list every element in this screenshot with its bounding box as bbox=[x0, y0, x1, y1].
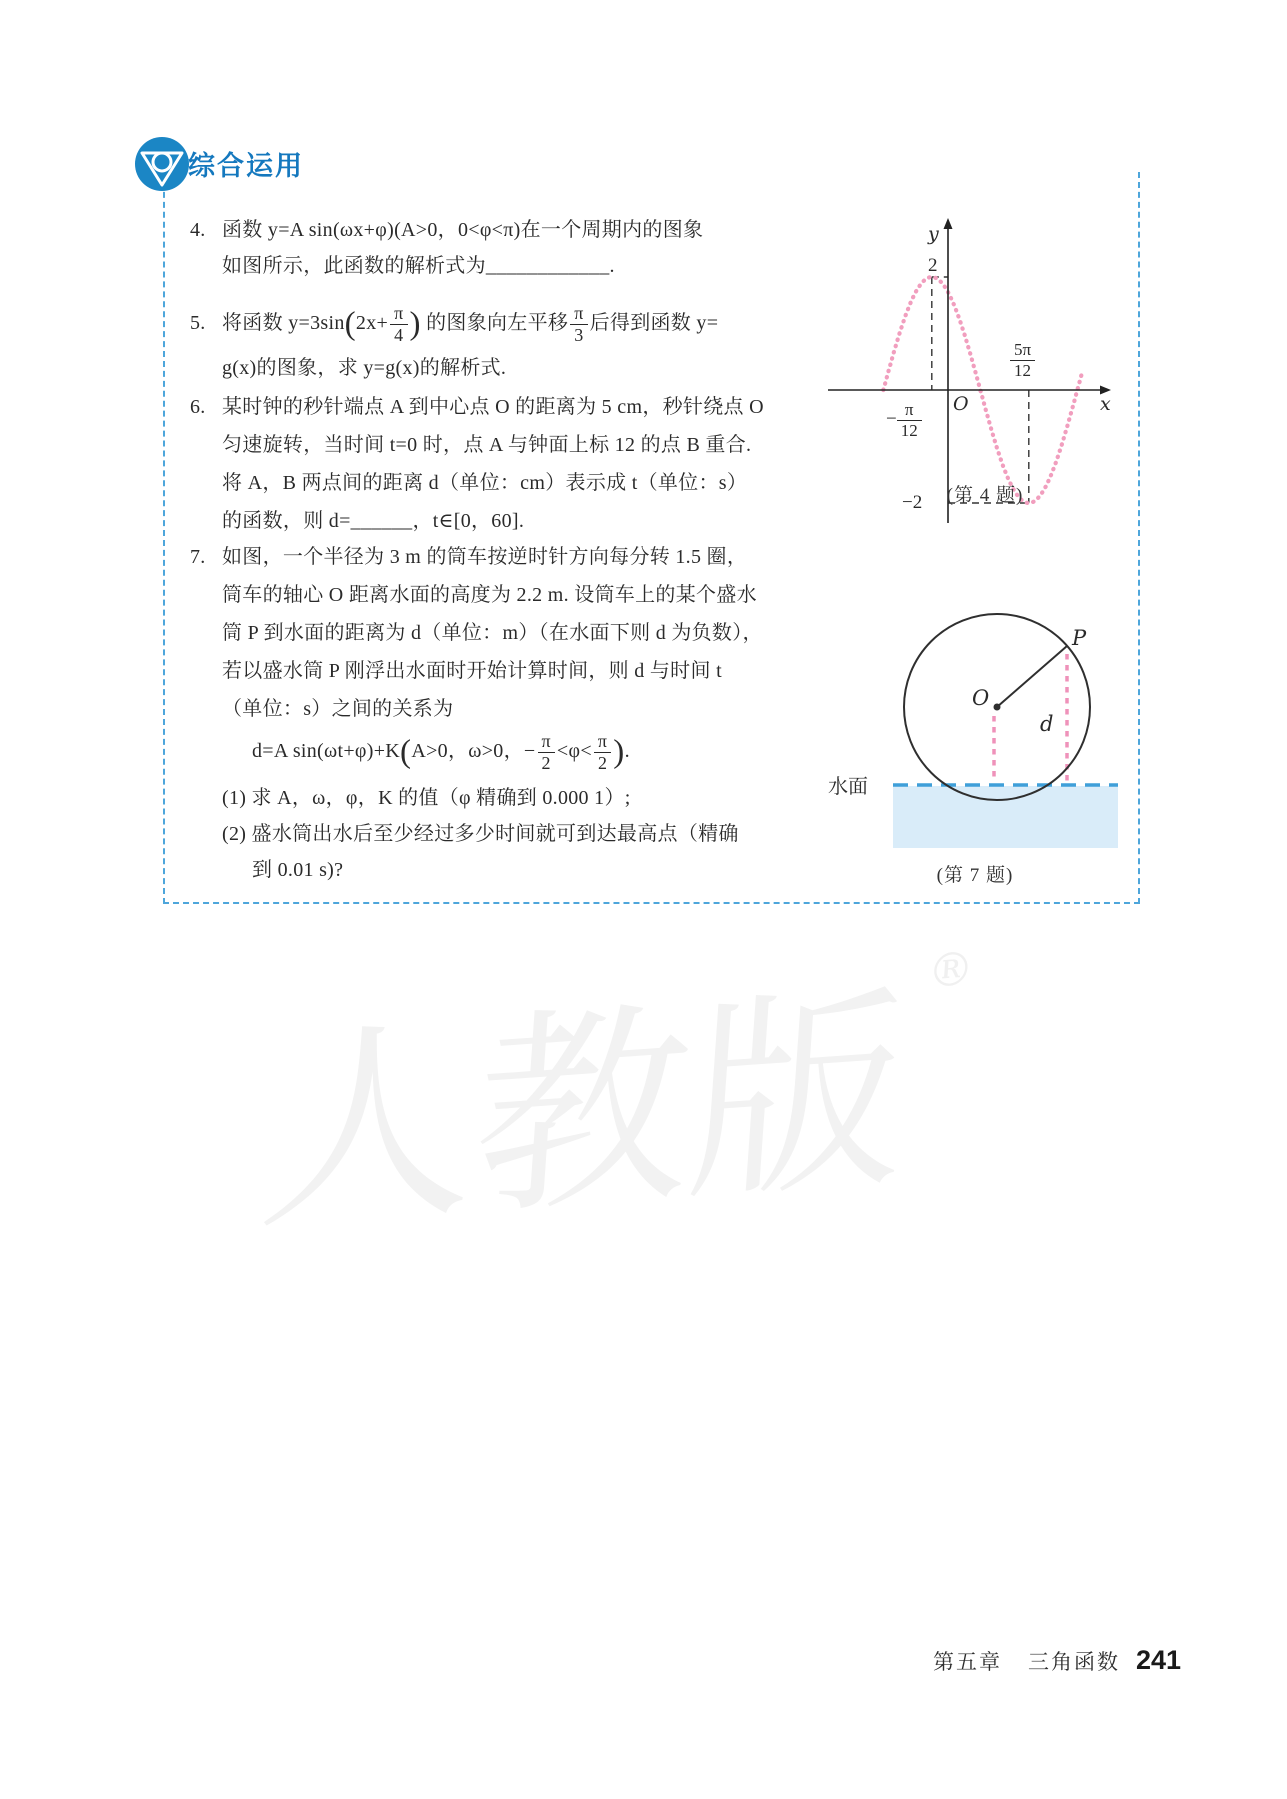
problem-6-line-3: 将 A，B 两点间的距离 d（单位：cm）表示成 t（单位：s） bbox=[222, 472, 748, 494]
problem-7-line-1: 7. 如图，一个半径为 3 m 的筒车按逆时针方向每分转 1.5 圈， bbox=[190, 546, 748, 568]
water-surface-label: 水面 bbox=[828, 776, 868, 798]
watermark-text: 人教版 bbox=[252, 963, 914, 1262]
y-axis-arrow bbox=[944, 218, 953, 229]
center-dot bbox=[994, 704, 1001, 711]
figure-7-caption: (第 7 题) bbox=[936, 865, 1014, 886]
problem-4-text: 函数 y=A sin(ωx+φ)(A>0，0<φ<π)在一个周期内的图象 bbox=[222, 219, 704, 241]
problem-6-line-1: 6. 某时钟的秒针端点 A 到中心点 O 的距离为 5 cm，秒针绕点 O bbox=[190, 396, 764, 418]
fraction-pi-2-right: $\frac{\pi}{2}$ bbox=[594, 732, 611, 773]
problem-7-formula: d=A sin(ωt+φ)+K(A>0，ω>0，− $\frac{\pi}{2}$ <φ< $\frac{\pi}{2}$ ). bbox=[252, 731, 630, 773]
x-axis-label: x bbox=[1100, 393, 1111, 415]
fraction-pi-2-left: $\frac{\pi}{2}$ bbox=[538, 732, 555, 773]
figure-4-caption: (第 4 题) bbox=[946, 485, 1024, 506]
problem-4-line-1 bbox=[190, 218, 703, 242]
y-max-label: 2 bbox=[928, 255, 938, 276]
problem-7-line-4: 若以盛水筒 P 刚浮出水面时开始计算时间，则 d 与时间 t bbox=[222, 660, 722, 682]
fraction-pi-4: $\frac{\pi}{4}$ bbox=[390, 304, 407, 345]
problem-5-number: 5. bbox=[190, 312, 206, 334]
registered-mark: ® bbox=[925, 940, 976, 999]
distance-d-label: d bbox=[1040, 712, 1054, 736]
footer-page-number: 241 bbox=[1136, 1645, 1182, 1675]
problem-7-question-1: (1) 求 A，ω，φ，K 的值（φ 精确到 0.000 1）; bbox=[222, 787, 631, 809]
problem-7-question-2b: 到 0.01 s)? bbox=[252, 859, 344, 881]
section-title: 综合运用 bbox=[188, 151, 304, 181]
origin-label: O bbox=[953, 393, 969, 415]
page-footer bbox=[933, 1645, 1181, 1676]
problem-5-line-2: g(x)的图象，求 y=g(x)的解析式. bbox=[222, 357, 507, 379]
fraction-pi-3: $\frac{\pi}{3}$ bbox=[570, 304, 587, 345]
problem-5-line-1: 5. 将函数 y=3sin(2x+ $\frac{\pi}{4}$ ) 的图象向左平移 $\frac{\pi}{3}$ 后得到函数 y= bbox=[190, 300, 718, 346]
problem-7-question-2: (2) 盛水筒出水后至少经过多少时间就可到达最高点（精确 bbox=[222, 823, 739, 845]
x-tick-minus-pi-12: − $\frac{\pi}{12}$ bbox=[886, 401, 922, 440]
radius-line-op bbox=[997, 646, 1067, 707]
problem-6-line-4: 的函数，则 d=______，t∈[0，60]. bbox=[222, 510, 525, 532]
x-tick-5pi-12: $\frac{5\pi}{12}$ bbox=[1010, 341, 1035, 380]
problems-column bbox=[190, 0, 770, 920]
point-p-label: P bbox=[1072, 626, 1087, 650]
section-icon bbox=[133, 135, 191, 193]
problem-7-number: 7. bbox=[190, 546, 206, 568]
footer-chapter: 第五章 bbox=[933, 1650, 1002, 1674]
wheel-center-label: O bbox=[972, 686, 990, 710]
water-fill bbox=[893, 786, 1118, 848]
problem-4-number: 4. bbox=[190, 219, 206, 241]
footer-section: 三角函数 bbox=[1028, 1650, 1120, 1674]
problem-7-line-5: （单位：s）之间的关系为 bbox=[222, 698, 454, 720]
problem-7-line-3: 筒 P 到水面的距离为 d（单位：m）（在水面下则 d 为负数）， bbox=[222, 622, 763, 644]
problem-4-line-2: 如图所示，此函数的解析式为____________. bbox=[222, 255, 615, 277]
figure-problem-7 bbox=[720, 600, 1140, 870]
problem-7-line-2: 筒车的轴心 O 距离水面的高度为 2.2 m. 设筒车上的某个盛水 bbox=[222, 584, 757, 606]
y-min-label: −2 bbox=[902, 492, 923, 513]
problem-6-number: 6. bbox=[190, 396, 206, 418]
publisher-watermark bbox=[252, 916, 976, 1264]
problem-6-line-2: 匀速旋转，当时间 t=0 时，点 A 与钟面上标 12 的点 B 重合. bbox=[222, 434, 752, 456]
y-axis-label: y bbox=[928, 223, 939, 245]
